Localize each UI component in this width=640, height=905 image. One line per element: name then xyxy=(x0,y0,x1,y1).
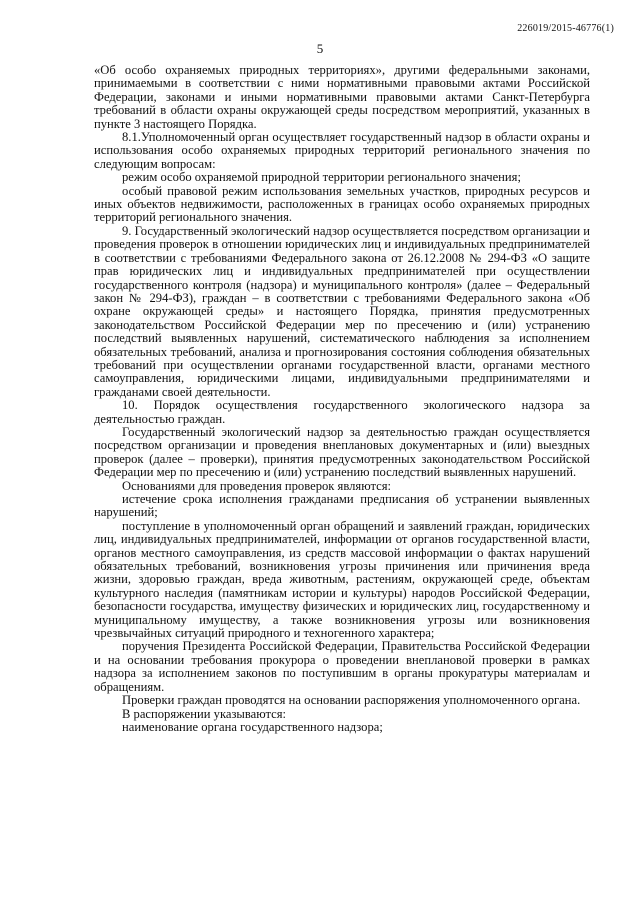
document-body xyxy=(94,64,590,734)
paragraph-6: 10. Порядок осуществления государственного экологического надзора за деятельностью граждан. xyxy=(94,398,590,426)
paragraph-10: поступление в уполномоченный орган обращений и заявлений граждан, юридических лиц, индивидуальных предпринимателей, информации от органов государственной власти, органов местного самоуправления, из средств массовой информации о фактах нарушений обязательных требований, возникновения угрозы причинения или причинения вреда жизни, здоровью граждан, вреда животным, растениям, окружающей среде, объектам культурного наследия (памятникам истории и культуры) народов Российской Федерации, безопасности государства, имуществу физических и юридических лиц, государственному и муниципальному имуществу, а также возникновения угрозы или возникновения чрезвычайных ситуаций природного и техногенного характера; xyxy=(94,518,590,641)
page-number: 5 xyxy=(316,41,324,56)
paragraph-7: Государственный экологический надзор за деятельностью граждан осуществляется посредством организации и проведения внеплановых документарных и (или) выездных проверок (далее – проверки), принятия предусмотренных законодательством Российской Федерации мер по пресечению и (или) устранению последствий выявленных нарушений. xyxy=(94,424,590,480)
paragraph-5: 9. Государственный экологический надзор осуществляется посредством организации и проведения проверок в отношении юридических лиц и индивидуальных предпринимателей в соответствии с требованиями Федерального закона от 26.12.2008 № 294-ФЗ «О защите прав юридических лиц и индивидуальных предпринимателей при осуществлении государственного контроля (надзора) и муниципального контроля» (далее – Федеральный закон № 294-ФЗ), граждан – в соответствии с требованиями Федерального закона «Об охране окружающей среды» и настоящего Порядка, принятия предусмотренных законодательством Российской Федерации мер по пресечению и (или) устранению последствий выявленных нарушений, систематического наблюдения за исполнением обязательных требований, анализа и прогнозирования состояния соблюдения обязательных требований при осуществлении органами государственной власти, органами местного самоуправления, юридическими лицами, индивидуальными предпринимателями и гражданами своей деятельности. xyxy=(94,223,590,399)
paragraph-11: поручения Президента Российской Федерации, Правительства Российской Федерации и на основании требования прокурора о проведении внеплановой проверки в рамках надзора за исполнением законов по поступившим в органы прокуратуры материалам и обращениям. xyxy=(94,639,590,694)
paragraph-4: особый правовой режим использования земельных участков, природных ресурсов и иных объектов недвижимости, расположенных в границах особо охраняемых природных территорий регионального значения. xyxy=(94,183,590,225)
paragraph-3: режим особо охраняемой природной территории регионального значения; xyxy=(122,170,521,185)
paragraph-9: истечение срока исполнения гражданами предписания об устранении выявленных нарушений; xyxy=(94,492,590,520)
paragraph-8: Основаниями для проведения проверок являются: xyxy=(122,478,391,493)
document-id: 226019/2015-46776(1) xyxy=(517,23,614,34)
paragraph-12: Проверки граждан проводятся на основании распоряжения уполномоченного органа. xyxy=(122,693,581,708)
paragraph-2: 8.1.Уполномоченный орган осуществляет государственный надзор в области охраны и использования особо охраняемых природных территорий регионального значения по следующим вопросам: xyxy=(94,130,590,171)
paragraph-14: наименование органа государственного надзора; xyxy=(122,719,383,734)
paragraph-13: В распоряжении указываются: xyxy=(122,706,287,721)
paragraph-1: «Об особо охраняемых природных территориях», другими федеральными законами, принимаемыми в соответствии с ними нормативными правовыми актами Российской Федерации, законами и иными нормативными правовыми актами Санкт-Петербурга требований в области охраны окружающей среды посредством мероприятий, указанных в пункте 3 настоящего Порядка. xyxy=(94,63,590,131)
